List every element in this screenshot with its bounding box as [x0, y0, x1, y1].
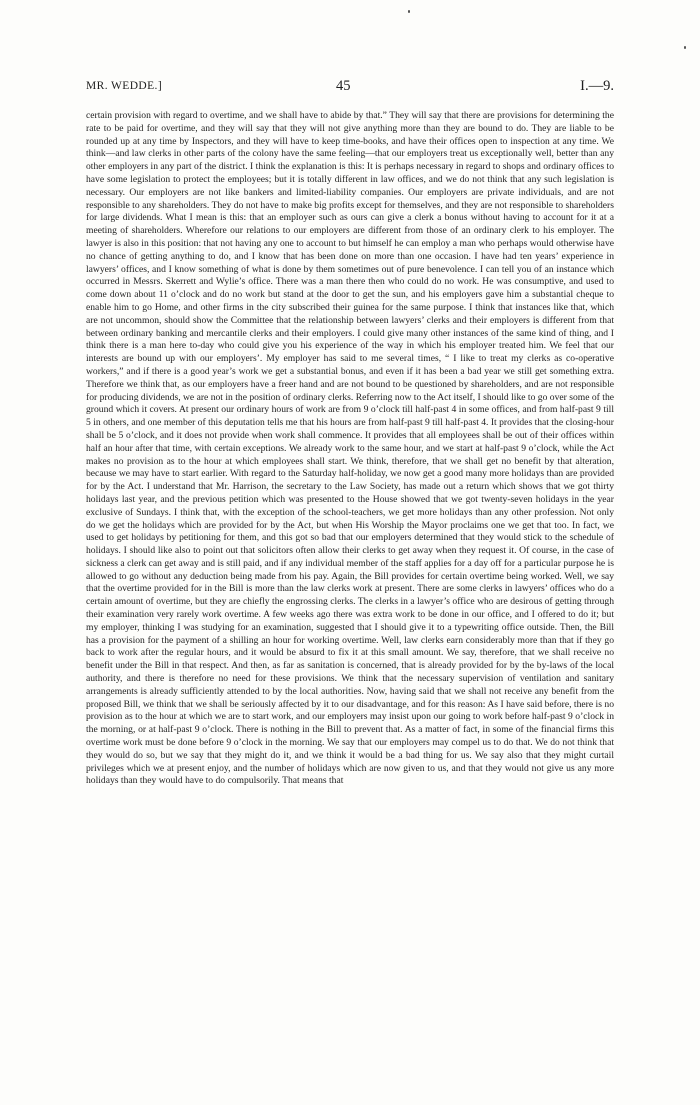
- document-reference: I.—9.: [580, 78, 614, 94]
- speaker-label: MR. WEDDE.]: [86, 80, 163, 92]
- scan-speck: [684, 46, 686, 49]
- scan-speck: [408, 10, 410, 13]
- page-header: [86, 78, 614, 98]
- testimony-paragraph: certain provision with regard to overtime, and we shall have to abide by that.” They will say that there are provisions for determining the rate to be paid for overtime, and they will say that they will not give anything more than they are bound to do. They are liable to be rounded up at any time by Inspectors, and they will have to keep time-books, and have their offices open to inspection at any time. We think—and law clerks in other parts of the colony have the same feeling—that our employers treat us exceptionally well, better than any other employers in any part of the district. I think the explanation is this: It is perhaps necessary in regard to shops and ordinary offices to have some legislation to protect the employees; but it is totally different in law offices, and we do not think that any such legislation is necessary. Our employers are not like bankers and limited-liability companies. Our employers are private individuals, and are not responsible to any shareholders. They do not have to make big profits except for themselves, and they are not responsible to shareholders for large dividends. What I mean is this: that an employer such as ours can give a clerk a bonus without having to account for it at a meeting of shareholders. Wherefore our relations to our employers are different from those of an ordinary clerk to his employer. The lawyer is also in this position: that not having any one to account to but himself he can employ a man who perhaps would otherwise have no chance of getting anything to do, and I know that has been done on more than one occasion. I have had ten years’ experience in lawyers’ offices, and I know something of what is done by them sometimes out of pure benevolence. I can tell you of an instance which occurred in Messrs. Skerrett and Wylie’s office. There was a man there then who could do no work. He was consumptive, and used to come down about 11 o’clock and do no work but stand at the door to get the sun, and his employers gave him a substantial cheque to enable him to go Home, and other firms in the city subscribed their guinea for the same purpose. I think that instances like that, which are not uncommon, should show the Committee that the relationship between lawyers’ clerks and their employers is different from that between ordinary banking and mercantile clerks and their employers. I could give many other instances of the same kind of thing, and I think there is a man here to-day who could give you his experience of the way in which his employer treated him. We feel that our interests are bound up with our employers’. My employer has said to me several times, “ I like to treat my clerks as co-operative workers,” and if there is a good year’s work we get a substantial bonus, and even if it has been a bad year we still get something extra. Therefore we think that, as our employers have a freer hand and are not bound to be questioned by shareholders, and are not responsible for producing dividends, we are not in the position of ordinary clerks. Referring now to the Act itself, I should like to go over some of the ground which it covers. At present our ordinary hours of work are from 9 o’clock till half-past 4 in some offices, and from half-past 9 till 5 in others, and one member of this deputation tells me that his hours are from half-past 9 till half-past 4. It provides that the closing-hour shall be 5 o’clock, and it does not provide when work shall commence. It provides that all employees shall be out of their offices within half an hour after that time, with certain exceptions. We already work to the same hour, and we start at half-past 9 o’clock, while the Act makes no provision as to the hour at which employees shall start. We think, therefore, that we shall get no benefit by that alteration, because we may have to start earlier. With regard to the Saturday half-holiday, we now get a good many more holidays than are provided for by the Act. I understand that Mr. Harrison, the secretary to the Law Society, has made out a return which shows that we got thirty holidays last year, and the previous petition which was presented to the House showed that we got twenty-seven holidays in the year exclusive of Sundays. I think that, with the exception of the school-teachers, we get more holidays than any other profession. Not only do we get the holidays which are provided for by the Act, but when His Worship the Mayor proclaims one we get that too. In fact, we used to get holidays by petitioning for them, and this got so bad that our employers determined that they would stick to the schedule of holidays. I should like also to point out that solicitors often allow their clerks to get away when they request it. Of course, in the case of sickness a clerk can get away and is still paid, and if any individual member of the staff applies for a day off for a particular purpose he is allowed to go without any deduction being made from his pay. Again, the Bill provides for certain overtime being worked. Well, we say that the overtime provided for in the Bill is more than the law clerks work at present. There are some clerks in lawyers’ offices who do a certain amount of overtime, but they are chiefly the engrossing clerks. The clerks in a lawyer’s office who are desirous of getting through their examination very rarely work overtime. A few weeks ago there was extra work to be done in our office, and I offered to do it; but my employer, thinking I was studying for an examination, suggested that I should give it to a typewriting office outside. Then, the Bill has a provision for the payment of a shilling an hour for working overtime. Well, law clerks earn considerably more than that if they go back to work after the regular hours, and it would be absurd to fix it at this small amount. We say, therefore, that we shall receive no benefit under the Bill in that respect. And then, as far as sanitation is concerned, that is already provided for by the by-laws of the local authority, and there is therefore no need for these provisions. We think that the necessary supervision of ventilation and sanitary arrangements is already sufficiently attended to by the local authorities. Now, having said that we shall not receive any benefit from the proposed Bill, we think that we shall be seriously affected by it to our disadvantage, and for this reason: As I have said before, there is no provision as to the hour at which we are to start work, and our employers may insist upon our going to work before half-past 9 o’clock in the morning, or at half-past 9 o’clock. There is nothing in the Bill to prevent that. As a matter of fact, in some of the financial firms this overtime work must be done before 9 o’clock in the morning. We say that our employers may compel us to do that. We do not think that they would do so, but we say that they might do it, and we think it would be a bad thing for us. We say also that they might curtail privileges which we at present enjoy, and the number of holidays which are now given to us, and that they would not give us any more holidays than they would have to do compulsorily. That means that: [86, 110, 614, 787]
- page-number: 45: [336, 78, 351, 94]
